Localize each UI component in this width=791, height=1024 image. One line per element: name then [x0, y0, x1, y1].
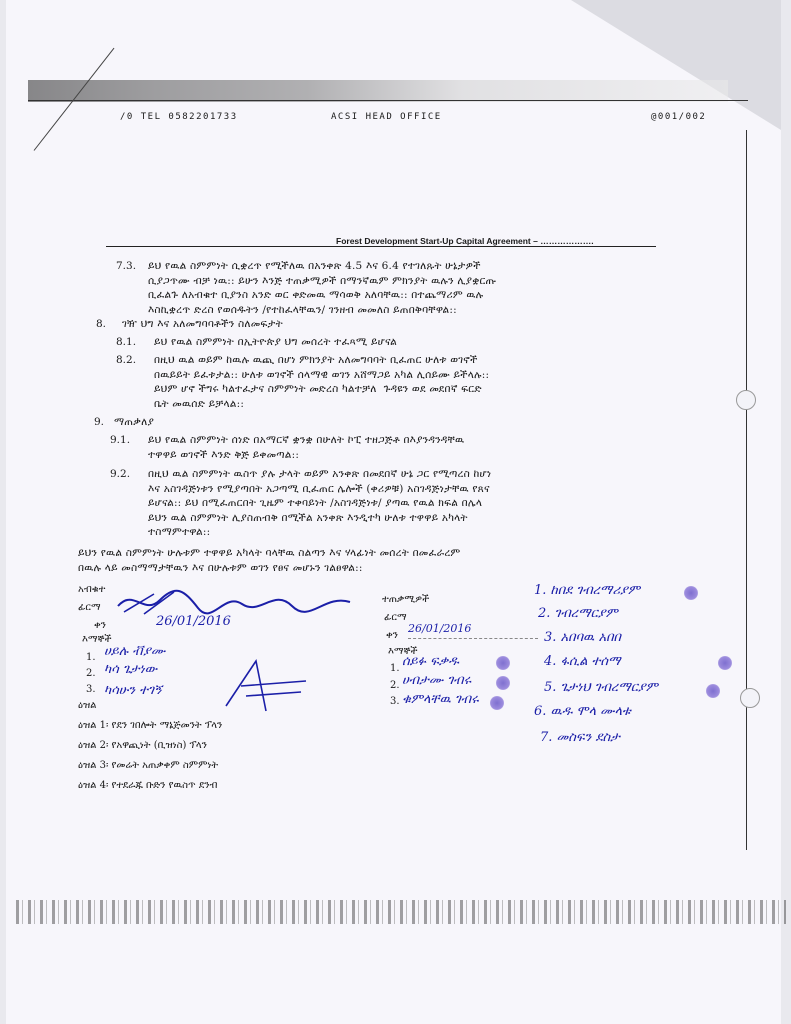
- right-date-handwritten: 26/01/2016: [408, 622, 472, 635]
- punch-hole: [740, 688, 760, 708]
- member-4-signature: 4. ፋሲል ተሰማ: [544, 654, 621, 669]
- section-8-title: ገዥ ህግ እና አለመግባባቶችን ስለመፍታት: [122, 318, 283, 330]
- right-witness-3-number: 3.: [390, 696, 400, 707]
- document-header: Forest Development Start-Up Capital Agreement – ……………….: [336, 236, 594, 246]
- left-witness-2-signature: ካሳ ጌታነው: [104, 662, 158, 677]
- left-witness-2-number: 2.: [86, 668, 96, 679]
- right-witnesses-label: እማኞች: [388, 646, 418, 657]
- right-witness-1-number: 1.: [390, 663, 400, 674]
- left-sign-label: ፊርማ: [78, 602, 101, 613]
- right-witness-2-signature: ሀብታሙ ገብሩ: [402, 673, 472, 688]
- section-7-3-text: ይህ የዉል ስምምነት ሲቋረጥ የሚችለዉ በአንቀጽ 4.5 እና 6.4 የተገለጹት ሁኔታዎች ሲያጋጥሙ ብቻ ነዉ:: ይሁን እንጅ ተጠቃሚዎች በማንኛዉም ምክንያት ዉሉን ሊያቋርጡ ቢፈልጉ ለአብቁተ ቢያንስ አንድ ወር ቀድመዉ ማሳወቅ አለባቸዉ:: በተጨማሪም ዉሉ እስኪቋረጥ ድረስ የወሰዱትን /የተከፈላቸዉን/ ገንዘብ መመለስ ይጠበቅባቸዋል::: [148, 260, 497, 316]
- left-witness-1-number: 1.: [86, 652, 96, 663]
- member-1-signature: 1. ከበደ ገብረማሪያም: [534, 583, 641, 598]
- left-witnesses-label: እማኞች: [82, 634, 112, 645]
- thumbprint: [718, 656, 732, 670]
- fax-office: ACSI HEAD OFFICE: [331, 112, 442, 122]
- frame-right-line: [746, 130, 747, 850]
- section-7-3-number: 7.3.: [116, 260, 137, 272]
- member-3-signature: 3. አበባዉ አበበ: [544, 630, 621, 645]
- right-date-label: ቀን: [386, 630, 398, 641]
- section-8-2-text: በዚህ ዉል ወይም ከዉሉ ዉጪ በሆነ ምክንያት አለመግባባት ቢፈጠር ሁለቱ ወገኖች በዉይይት ይፈቱታል:: ሁለቱ ወገኖች ሰላማዊ ወገን አሸማጋይ አካል ሊሰይሙ ይችላሉ:: ይህም ሆኖ ችግሩ ካልተፈታና ስምምነት መድረስ ካልተቻለ ጉዳዩን ወደ መደበኛ ፍርድ ቤት መዉሰድ ይቻላል::: [154, 354, 490, 410]
- witness-scribble-mark: [216, 656, 316, 716]
- left-witness-3-number: 3.: [86, 684, 96, 695]
- section-8-1-number: 8.1.: [116, 336, 137, 348]
- right-witness-1-signature: ሰይፉ ፍቃዱ: [402, 654, 459, 669]
- frame-top-line: [28, 100, 748, 101]
- thumbprint: [490, 696, 504, 710]
- closing-statement: ይህን የዉል ስምምነት ሁሉቱም ተዋዋይ አካላት ባላቸዉ ስልጣን እና ሃላፊነት መሰረት በመፈራረም በዉሉ ላይ መስማማታቸዉን እና በሁሉቱም ወገን የፀና መሆኑን ገልፀዋል::: [78, 547, 461, 574]
- annex-1: ዕዝል 1፡ የደን ገበሎት ማኔጅመንት ፕላን: [78, 720, 223, 731]
- right-date-line: [408, 638, 538, 639]
- section-8-2-number: 8.2.: [116, 354, 137, 366]
- thumbprint: [684, 586, 698, 600]
- annex-4: ዕዝል 4፡ የተደራጁ ቡድን የዉስጥ ደንብ: [78, 780, 218, 791]
- punch-hole: [736, 390, 756, 410]
- section-9-number: 9.: [94, 416, 105, 428]
- section-9-title: ማጠቃለያ: [114, 416, 155, 428]
- member-5-signature: 5. ጌታነህ ገብረማርያም: [544, 680, 658, 695]
- section-9-2-number: 9.2.: [110, 468, 131, 480]
- thumbprint: [496, 676, 510, 690]
- right-witness-2-number: 2.: [390, 680, 400, 691]
- thumbprint: [706, 684, 720, 698]
- right-sign-label: ፊርማ: [384, 612, 407, 623]
- section-9-1-number: 9.1.: [110, 434, 131, 446]
- section-8-number: 8.: [96, 318, 107, 330]
- thumbprint: [496, 656, 510, 670]
- left-date-handwritten: 26/01/2016: [156, 614, 231, 629]
- member-7-signature: 7. መስፍን ደስታ: [540, 730, 620, 745]
- right-party-title: ተጠቃሚዎች: [382, 594, 430, 605]
- member-2-signature: 2. ገብረማርያም: [538, 606, 618, 621]
- section-9-1-text: ይህ የዉል ስምምነት ሰነድ በአማርኛ ቋንቋ በሁለት ኮፒ ተዘጋጅቶ በእያንዳንዳቸዉ ተዋዋይ ወገኖች እንድ ቅጅ ይቀመጣል::: [148, 434, 465, 461]
- fax-noise-bar: [16, 900, 786, 924]
- left-witness-3-signature: ካሳሁን ተገኝ: [104, 683, 162, 698]
- section-9-2-text: በዚህ ዉል ስምምነት ዉስጥ ያሉ ታላት ወይም አንቀጽ በመደበኛ ሁኔ ጋር የሚጣረስ ከሆነ እና አስገዳጅነቱን የሚያጣበት አጋጣሚ ቢፈጠር ሌሎች (ቀሪዎቹ) አስገዳጅነታቸዉ የጸና ይሆናል:: ይህ በሚፈጠርበት ጊዜም ተቀባይነት /አስገዳጅነቱ/ ያጣዉ የዉል ክፍል በሌላ ይህን ዉል ስምምነት ሊያስጠብቅ በሚችል አንቀጽ እንዲተካ ሁለቱ ተዋዋይ አካላት ተስማምተዋል::: [148, 468, 492, 538]
- left-date-label: ቀን: [94, 620, 106, 631]
- fax-tel: /0 TEL 0582201733: [120, 112, 238, 122]
- left-party-title: አብቁተ: [78, 584, 106, 595]
- annex-title: ዕዝል: [78, 700, 97, 711]
- fax-page: @001/002: [651, 112, 707, 122]
- fax-header-bar: [28, 80, 728, 102]
- right-witness-3-signature: ቁምላቸዉ ገብሩ: [402, 692, 479, 707]
- header-rule: [106, 246, 656, 247]
- left-witness-1-signature: ሀይሉ ቭያሙ: [104, 644, 166, 659]
- page-fold: [571, 0, 781, 130]
- annex-3: ዕዝል 3፡ የመሬት አጠቃቀም ስምምነት: [78, 760, 219, 771]
- left-signature: [114, 586, 354, 620]
- member-6-signature: 6. ዉዱ ሞላ ሙላቱ: [534, 704, 631, 719]
- annex-2: ዕዝል 2፡ የአዋጪነት (ቢዝነስ) ፕላን: [78, 740, 207, 751]
- section-8-1-text: ይህ የዉል ስምምነት በኢትዮጵያ ህግ መሰረት ተፈጻሚ ይሆናል: [154, 336, 397, 348]
- document-page: [6, 0, 781, 1024]
